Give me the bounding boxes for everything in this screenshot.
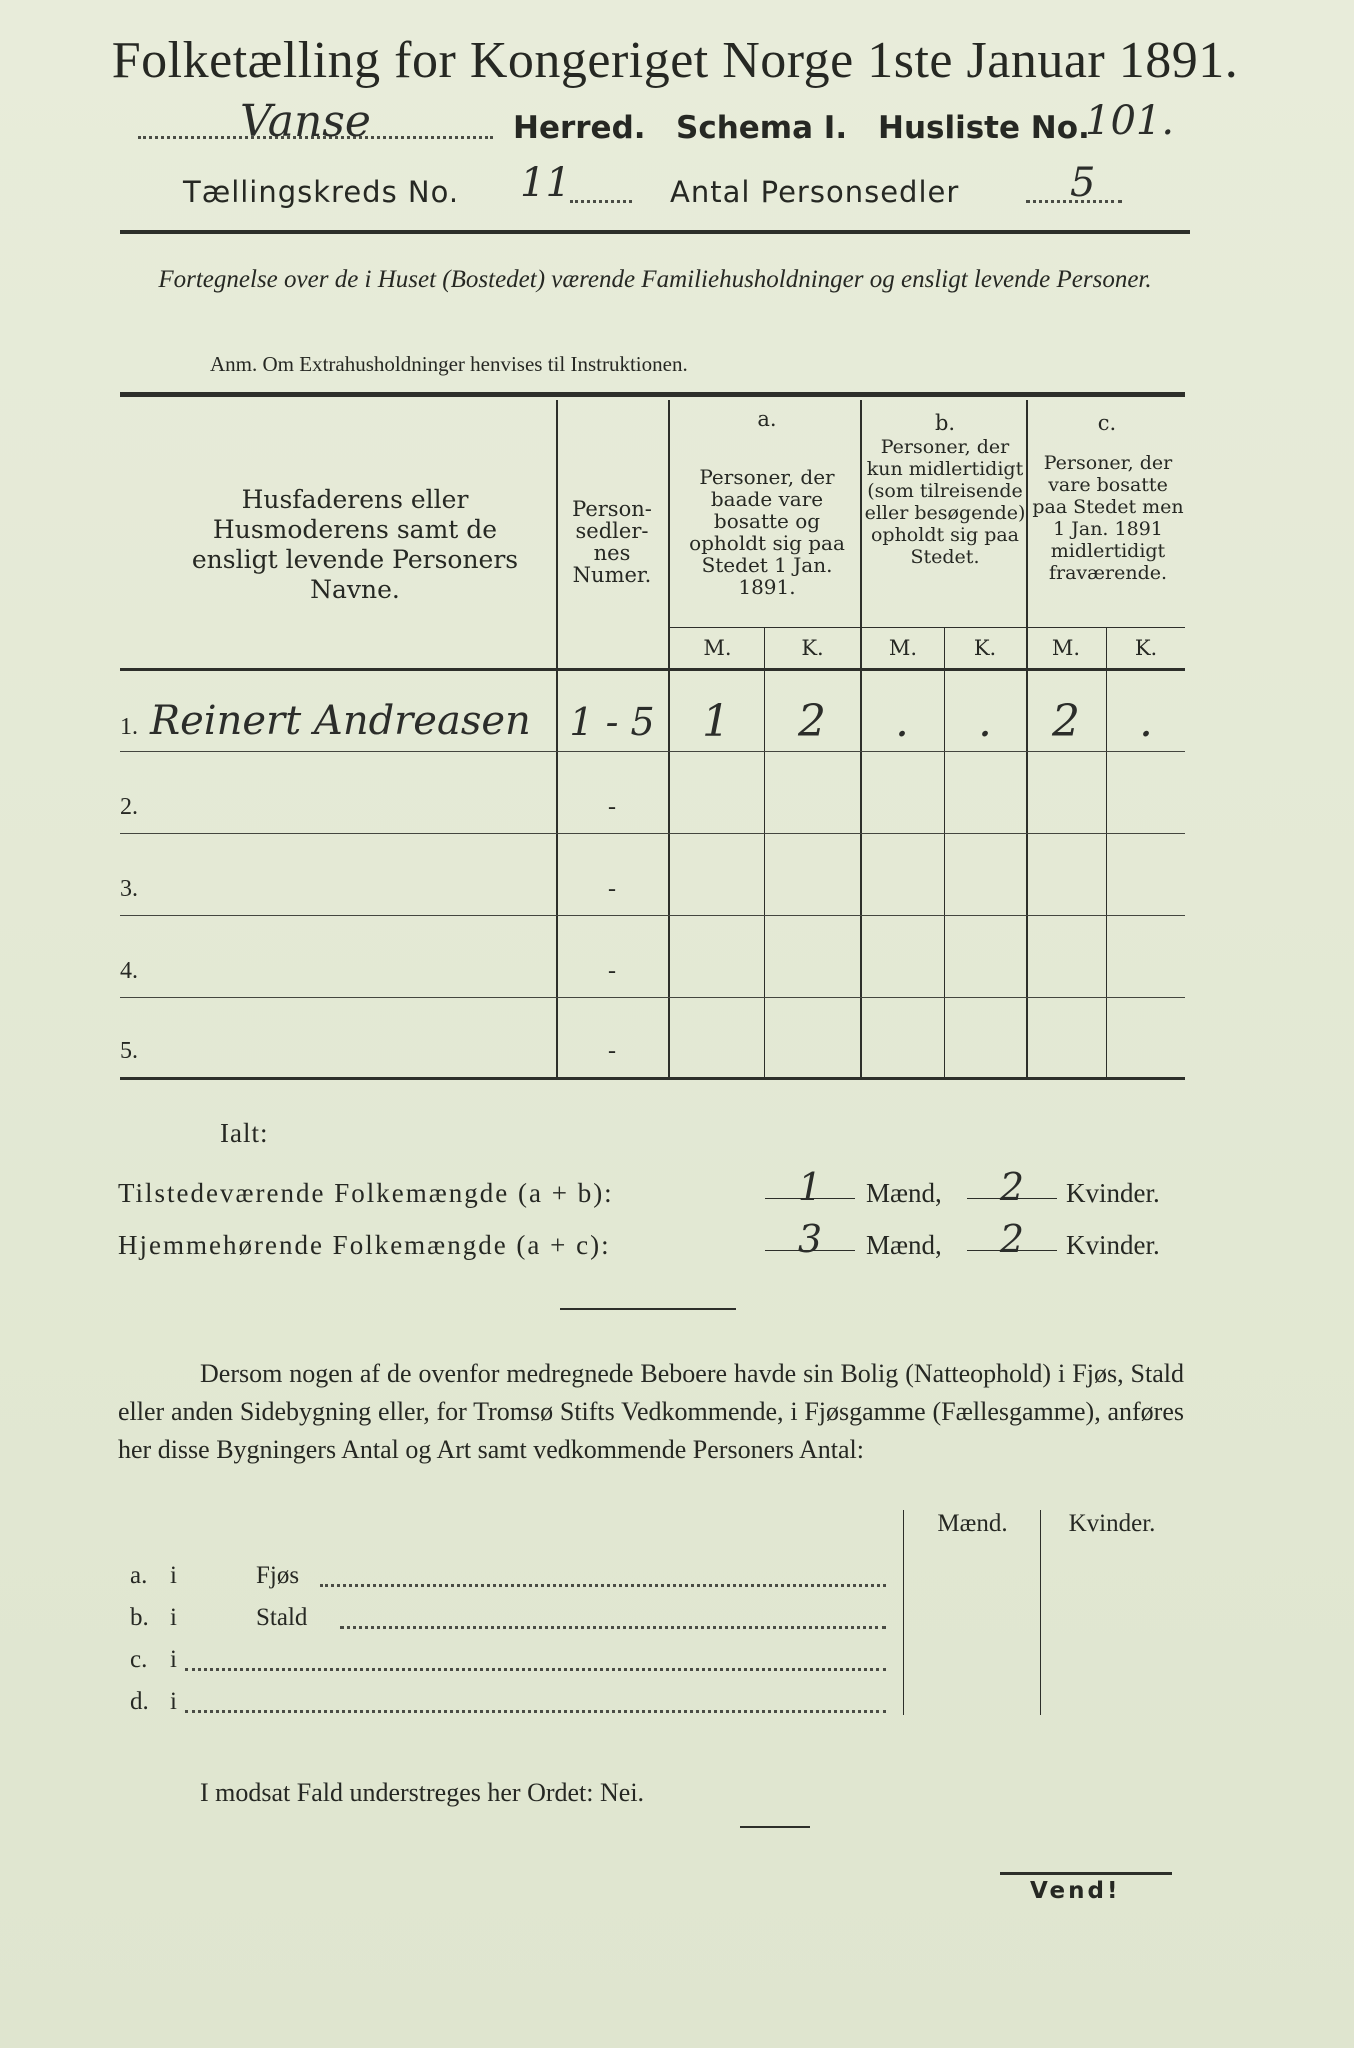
husliste-label: Husliste No. [878,110,1090,146]
table-bottom-rule [120,1077,1185,1080]
antal-label: Antal Personsedler [670,175,960,209]
tilstede-maend: Mænd, [866,1178,942,1208]
intro-text: Fortegnelse over de i Huset (Bostedet) værende Familiehusholdninger og ensligt levende Personer. [158,266,1152,293]
row-number: 3. [120,876,138,902]
header-rule [120,230,1190,234]
b-m-label: M. [888,636,918,660]
section-divider [560,1308,736,1310]
group-a-header: Personer, der baade vare bosatte og opholdt sig paa Stedet 1 Jan. 1891. [689,465,845,599]
vend-label: Vend! [1030,1878,1121,1904]
col-divider-a [764,627,765,1078]
out-label: Stald [256,1604,308,1631]
row-num: 1 - 5 [569,700,655,744]
row-b-k: . [978,696,992,747]
antal-value: 5 [1070,160,1096,206]
out-i: i [170,1646,177,1673]
hjemme-maend: Mænd, [866,1230,942,1260]
row-number: 1. [120,714,138,740]
schema-label: Schema I. [676,110,848,146]
group-a-letter: a. [757,407,777,431]
col-name-header: Husfaderens eller Husmoderens samt de ensligt levende Personers Navne. [191,485,519,604]
col-divider-c [1106,627,1107,1078]
row-c-m: 2 [1052,696,1080,747]
row-number: 5. [120,1038,138,1064]
out-i: i [170,1562,177,1589]
row-b-m: . [895,696,909,747]
col-divider-b [944,627,945,1078]
out-dots [185,1668,886,1671]
row-num: - [608,876,616,902]
form-title: Folketælling for Kongeriget Norge 1ste Januar 1891. [111,32,1239,89]
out-col-kvinder: Kvinder. [1068,1510,1156,1537]
a-k-label: K. [801,636,824,660]
out-col-divider-1 [903,1510,904,1715]
tilstede-label: Tilstedeværende Folkemængde (a + b): [118,1178,614,1208]
hjemme-kvinder: Kvinder. [1066,1230,1160,1260]
modsat-text: I modsat Fald understreges her Ordet: Nei. [200,1778,645,1807]
group-c-letter: c. [1097,411,1117,435]
nei-underline [740,1826,810,1828]
out-letter: d. [130,1688,149,1715]
herred-value: Vanse [240,96,371,147]
b-k-label: K. [973,636,997,660]
out-dots [185,1710,886,1713]
row-rule [120,997,1185,998]
col-num-header: Person-sedler-nes Numer. [572,497,652,587]
husliste-value: 101. [1085,98,1175,144]
c-m-label: M. [1051,636,1081,660]
out-i: i [170,1604,177,1631]
out-i: i [170,1688,177,1715]
anm-note: Anm. Om Extrahusholdninger henvises til Instruktionen. [210,352,688,376]
a-m-label: M. [703,636,732,660]
group-c-header: Personer, der vare bosatte paa Stedet men 1 Jan. 1891 midlertidigt fraværende. [1032,452,1184,584]
row-num: - [608,1038,616,1064]
tilstede-k: 2 [999,1165,1025,1209]
kreds-dots [570,200,632,203]
ialt-label: Ialt: [220,1118,269,1148]
hjemme-k: 2 [999,1217,1025,1261]
row-rule [120,833,1185,834]
c-k-label: K. [1134,636,1158,660]
row-a-k: 2 [798,696,826,747]
row-rule [120,915,1185,916]
row-rule [120,751,1185,752]
group-b-letter: b. [934,411,956,435]
out-dots [320,1584,886,1587]
row-c-k: . [1139,696,1153,747]
vend-rule [1000,1872,1172,1875]
tilstede-m: 1 [797,1165,823,1209]
row-name: Reinert Andreasen [150,698,531,744]
hjemme-label: Hjemmehørende Folkemængde (a + c): [118,1230,611,1260]
out-dots [340,1626,886,1629]
subheader-rule [670,627,1185,628]
out-letter: a. [130,1562,148,1589]
out-letter: c. [130,1646,148,1673]
herred-label: Herred. [513,110,646,146]
row-number: 4. [120,958,138,984]
row-num: - [608,958,616,984]
outbuildings-text: Dersom nogen af de ovenfor medregnede Beboere havde sin Bolig (Natteophold) i Fjøs, Stald eller anden Sidebygning eller, for Tromsø Stifts Vedkommende, i Fjøsgamme (Fællesgamme), anføres her disse Bygningers Antal og Art samt vedkommende Personers Antal: [118,1359,1184,1464]
table-top-rule [120,392,1185,397]
out-col-divider-2 [1040,1510,1041,1715]
out-letter: b. [130,1604,149,1631]
row-a-m: 1 [702,696,730,747]
kreds-label: Tællingskreds No. [183,175,460,209]
out-col-maend: Mænd. [937,1510,1008,1537]
kreds-value: 11 [520,160,571,206]
group-b-header: Personer, der kun midlertidigt (som tilreisende eller besøgende) opholdt sig paa Stedet. [864,436,1026,568]
out-label: Fjøs [256,1562,300,1589]
row-number: 2. [120,794,138,820]
row-num: - [608,794,616,820]
tilstede-kvinder: Kvinder. [1066,1178,1160,1208]
hjemme-m: 3 [797,1217,823,1261]
